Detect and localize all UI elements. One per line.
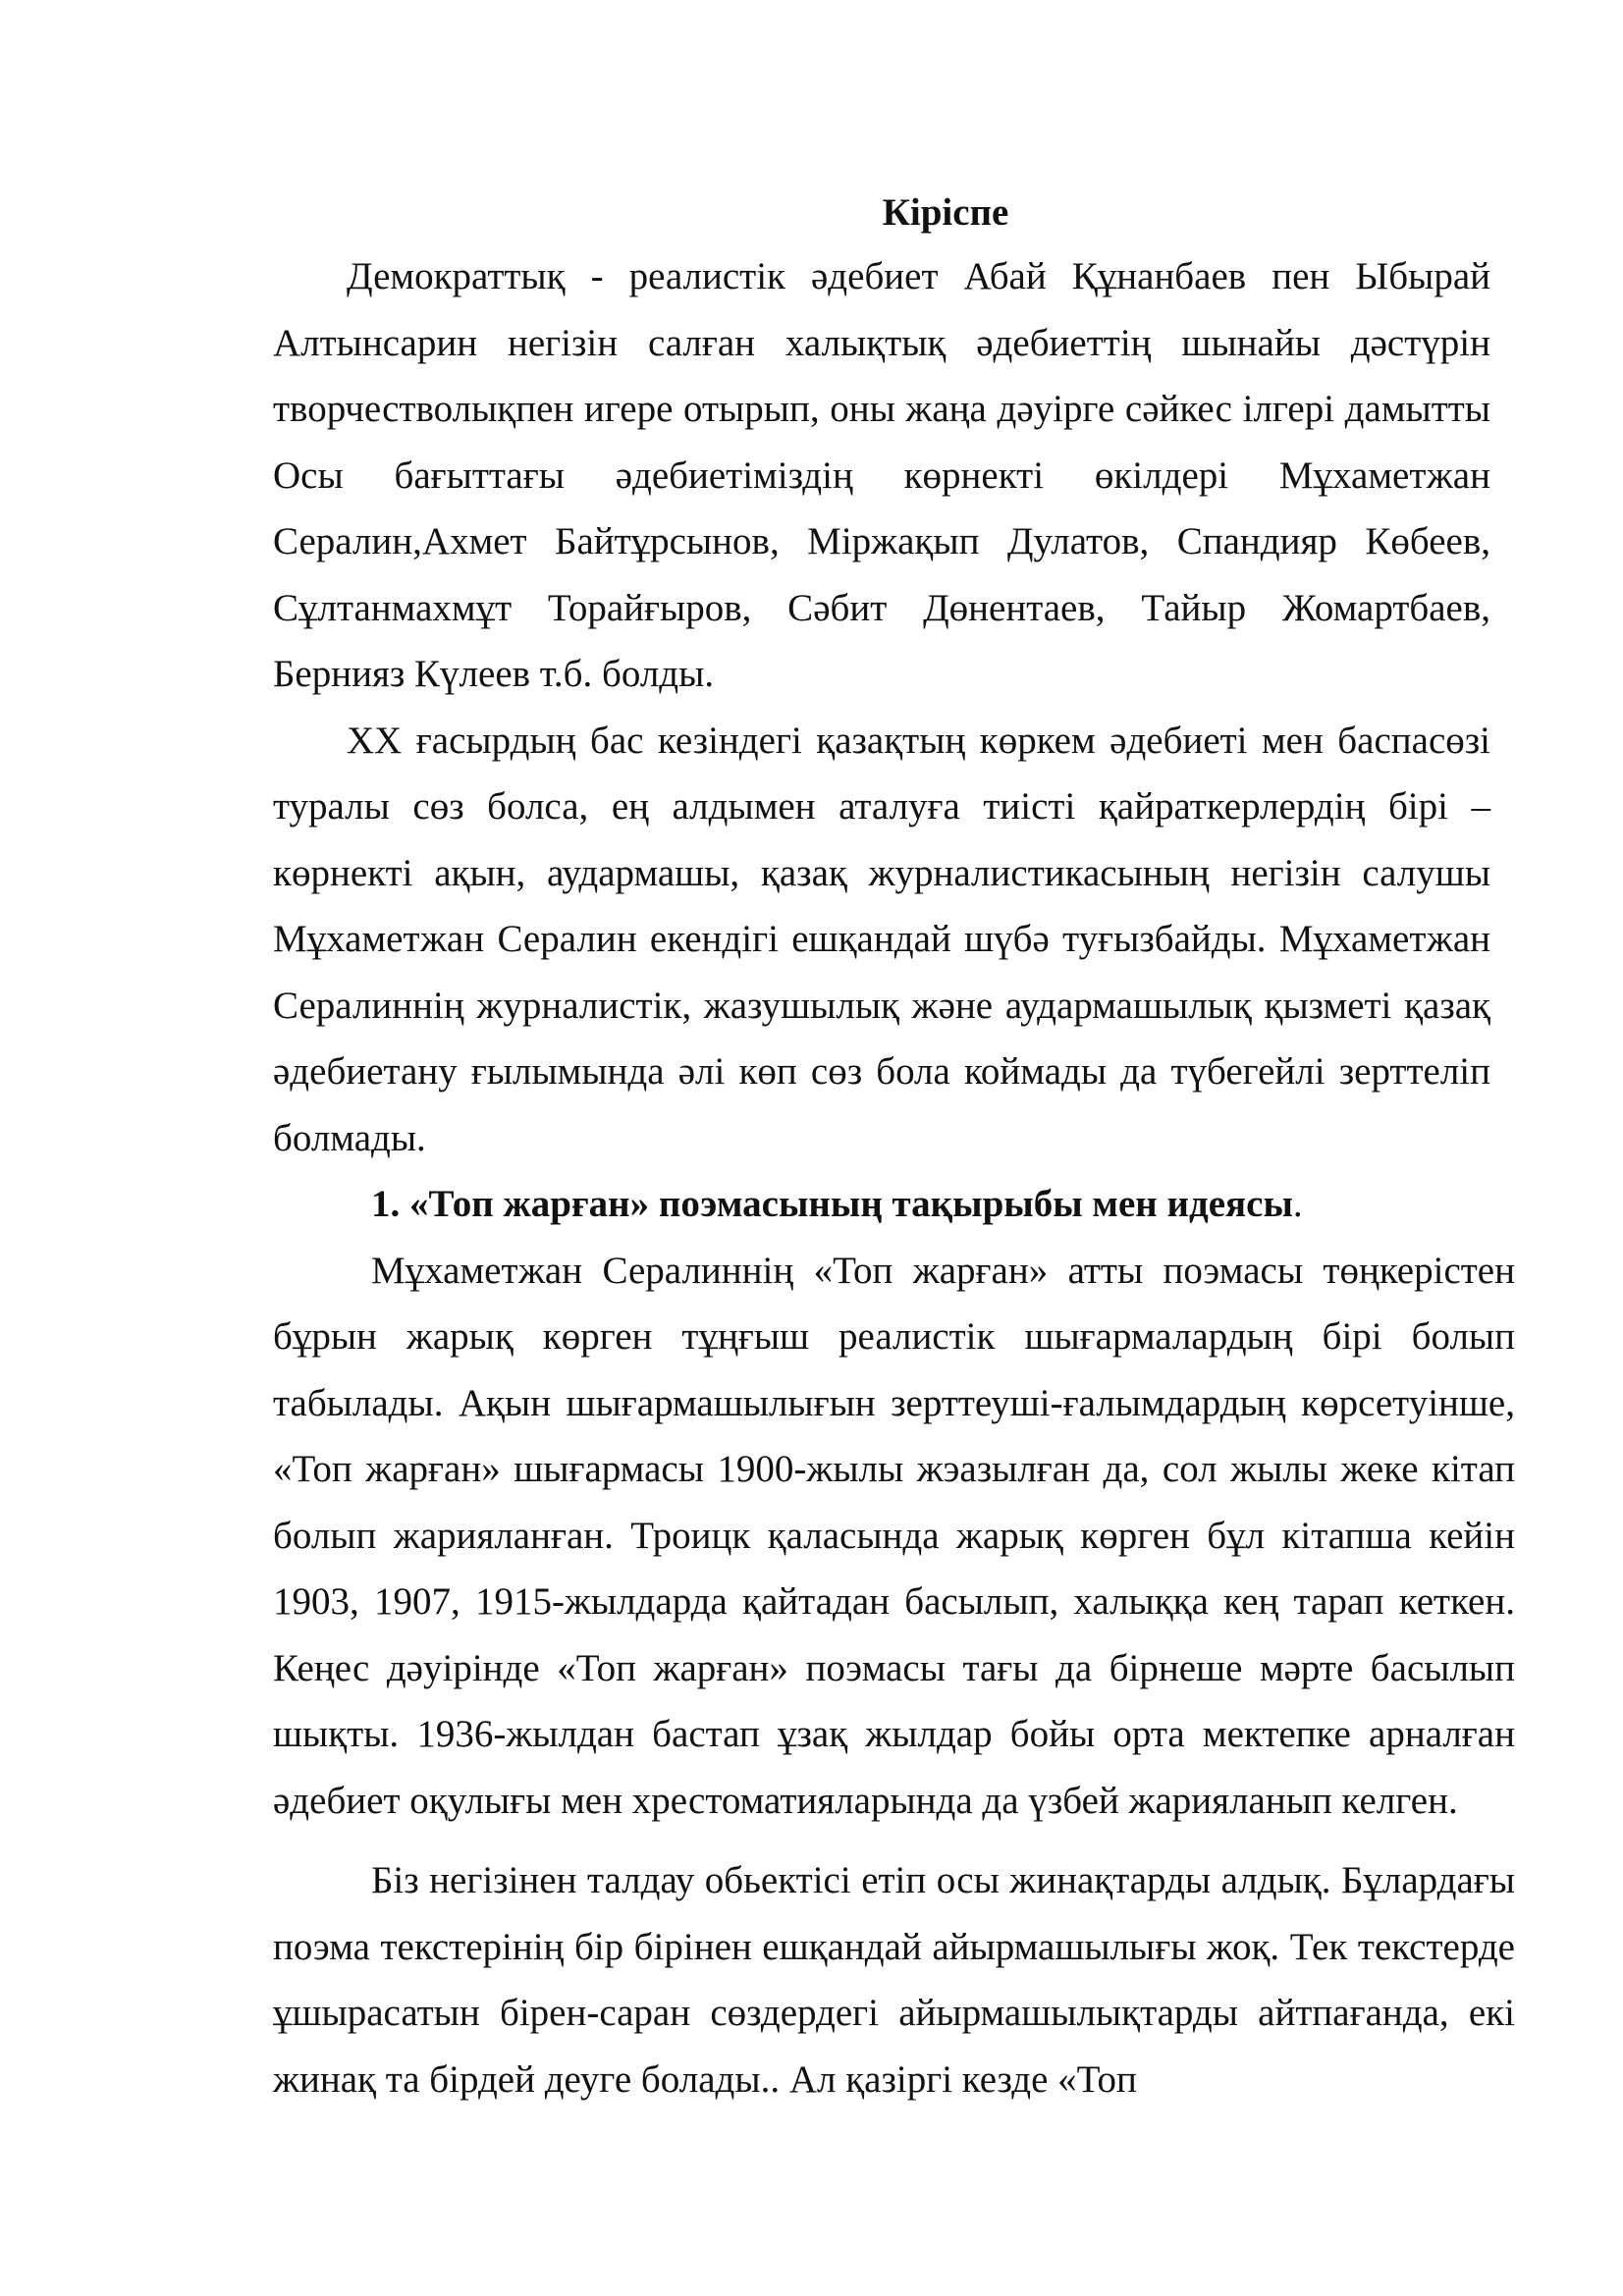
section-title	[273, 1171, 1515, 1238]
section-title-text: 1. «Топ жарған» поэмасының тақырыбы мен идеясы	[371, 1183, 1293, 1225]
intro-paragraph-2: ХХ ғасырдың бас кезіндегі қазақтың көркем әдебиеті мен баспасөзі туралы сөз болса, ең алдымен аталуға тиісті қайраткерлердің бірі – көрнекті ақын, аудармашы, қазақ журналистикасының негізін салушы Мұхаметжан Сералин екендігі ешқандай шүбә туғызбайды. Мұхаметжан Сералиннің журналистік, жазушылық және аудармашылық қызметі қазақ әдебиетану ғылымында әлі көп сөз бола коймады да түбегейлі зерттеліп болмады.	[273, 719, 1490, 1159]
section-paragraph-2: Біз негізінен талдау обьектісі етіп осы жинақтарды алдық. Бұлардағы поэма текстерінің бір бірінен ешқандай айырмашылығы жоқ. Тек текстерде ұшырасатын бірен-саран сөздердегі айырмашылықтарды айтпағанда, екі жинақ та бірдей деуге болады.. Ал қазіргі кезде «Топ	[273, 1859, 1515, 2101]
intro-paragraph-1: Демократтық - реалистік әдебиет Абай Құнанбаев пен Ыбырай Алтынсарин негізін салған халықтық әдебиеттің шынайы дәстүрін творчестволықпен игере отырып, оны жаңа дәуірге сәйкес ілгері дамытты Осы бағыттағы әдебиетіміздің көрнекті өкілдері Мұхаметжан Сералин,Ахмет Байтұрсынов, Міржақып Дулатов, Спандияр Көбеев, Сұлтанмахмұт Торайғыров, Сәбит Дөнентаев, Тайыр Жомартбаев, Бернияз Күлеев т.б. болды.	[273, 255, 1490, 695]
section-title-period: .	[1292, 1183, 1303, 1225]
section-1	[273, 1171, 1515, 2112]
document-body	[273, 187, 1515, 2112]
page-title: Кіріспе	[882, 191, 1009, 234]
section-paragraph-1: Мұхаметжан Сералиннің «Топ жарған» атты поэмасы төңкерістен бұрын жарық көрген тұңғыш реалистік шығармалардың бірі болып табылады. Ақын шығармашылығын зерттеуші-ғалымдардың көрсетуінше, «Топ жарған» шығармасы 1900-жылы жэазылған да, сол жылы жеке кітап болып жарияланған. Троицк қаласында жарық көрген бұл кітапша кейін 1903, 1907, 1915-жылдарда қайтадан басылып, халыққа кең тарап кеткен. Кеңес дәуірінде «Топ жарған» поэмасы тағы да бірнеше мәрте басылып шықты. 1936-жылдан бастап ұзақ жылдар бойы орта мектепке арналған әдебиет оқулығы мен хрестоматияларында да үзбей жарияланып келген.	[273, 1249, 1515, 1822]
